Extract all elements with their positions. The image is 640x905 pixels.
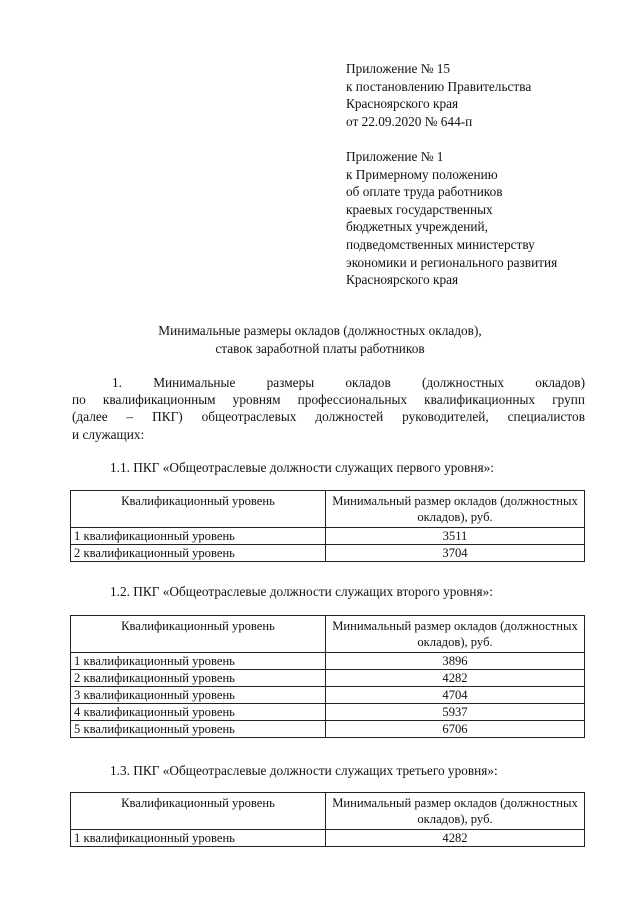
appendix-line: к Примерному положению bbox=[346, 166, 498, 182]
salary-cell: 3896 bbox=[326, 653, 585, 670]
salary-cell: 6706 bbox=[326, 721, 585, 738]
column-header-salary: Минимальный размер окладов (должностных окладов), руб. bbox=[326, 616, 585, 653]
level-cell: 1 квалификационный уровень bbox=[71, 528, 326, 545]
level-cell: 4 квалификационный уровень bbox=[71, 704, 326, 721]
appendix-1-block bbox=[346, 148, 557, 289]
table-row bbox=[71, 687, 585, 704]
level-cell: 5 квалификационный уровень bbox=[71, 721, 326, 738]
intro-line: 1. Минимальные размеры окладов (должностных окладов) bbox=[112, 375, 585, 390]
table-row bbox=[71, 721, 585, 738]
salary-cell: 5937 bbox=[326, 704, 585, 721]
table-header-row bbox=[71, 491, 585, 528]
appendix-line: Красноярского края bbox=[346, 96, 459, 112]
table-header-row bbox=[71, 793, 585, 830]
level-cell: 2 квалификационный уровень bbox=[71, 545, 326, 562]
level-cell: 1 квалификационный уровень bbox=[71, 653, 326, 670]
appendix-line: Приложение № 1 bbox=[346, 149, 444, 164]
table-header-row bbox=[71, 616, 585, 653]
salary-table-1-2 bbox=[70, 615, 585, 738]
salary-cell: 4282 bbox=[326, 670, 585, 687]
column-header-salary: Минимальный размер окладов (должностных окладов), руб. bbox=[326, 793, 585, 830]
salary-cell: 3511 bbox=[326, 528, 585, 545]
column-header-level: Квалификационный уровень bbox=[71, 491, 326, 528]
column-header-salary: Минимальный размер окладов (должностных окладов), руб. bbox=[326, 491, 585, 528]
section-heading-1-2: 1.2. ПКГ «Общеотраслевые должности служащих второго уровня»: bbox=[110, 584, 493, 599]
salary-cell: 4282 bbox=[326, 830, 585, 847]
salary-table-1-3 bbox=[70, 792, 585, 847]
title-line: Минимальные размеры окладов (должностных окладов), bbox=[158, 323, 482, 338]
table-row bbox=[71, 545, 585, 562]
column-header-level: Квалификационный уровень bbox=[71, 616, 326, 653]
appendix-line: краевых государственных bbox=[346, 201, 493, 217]
appendix-line: экономики и регионального развития bbox=[346, 254, 558, 270]
appendix-line: бюджетных учреждений, bbox=[346, 219, 488, 235]
appendix-15-block bbox=[346, 60, 531, 130]
intro-paragraph bbox=[72, 374, 585, 443]
appendix-line: Красноярского края bbox=[346, 272, 459, 288]
table-row bbox=[71, 653, 585, 670]
appendix-line: к постановлению Правительства bbox=[346, 78, 532, 94]
table-row bbox=[71, 704, 585, 721]
appendix-line: Приложение № 15 bbox=[346, 61, 450, 76]
level-cell: 1 квалификационный уровень bbox=[71, 830, 326, 847]
section-heading-1-3: 1.3. ПКГ «Общеотраслевые должности служащих третьего уровня»: bbox=[110, 763, 498, 778]
salary-cell: 4704 bbox=[326, 687, 585, 704]
document-title bbox=[0, 322, 640, 357]
title-line: ставок заработной платы работников bbox=[215, 340, 425, 356]
intro-line: по квалификационным уровням профессиональных квалификационных групп bbox=[72, 392, 585, 408]
intro-line: и служащих: bbox=[72, 426, 145, 442]
level-cell: 2 квалификационный уровень bbox=[71, 670, 326, 687]
intro-line: (далее – ПКГ) общеотраслевых должностей руководителей, специалистов bbox=[72, 409, 585, 425]
column-header-level: Квалификационный уровень bbox=[71, 793, 326, 830]
appendix-line: подведомственных министерству bbox=[346, 236, 535, 252]
salary-cell: 3704 bbox=[326, 545, 585, 562]
appendix-line: об оплате труда работников bbox=[346, 184, 503, 200]
level-cell: 3 квалификационный уровень bbox=[71, 687, 326, 704]
salary-table-1-1 bbox=[70, 490, 585, 562]
table-row bbox=[71, 830, 585, 847]
table-row bbox=[71, 670, 585, 687]
section-heading-1-1: 1.1. ПКГ «Общеотраслевые должности служащих первого уровня»: bbox=[110, 460, 494, 475]
table-row bbox=[71, 528, 585, 545]
appendix-line: от 22.09.2020 № 644-п bbox=[346, 113, 473, 129]
